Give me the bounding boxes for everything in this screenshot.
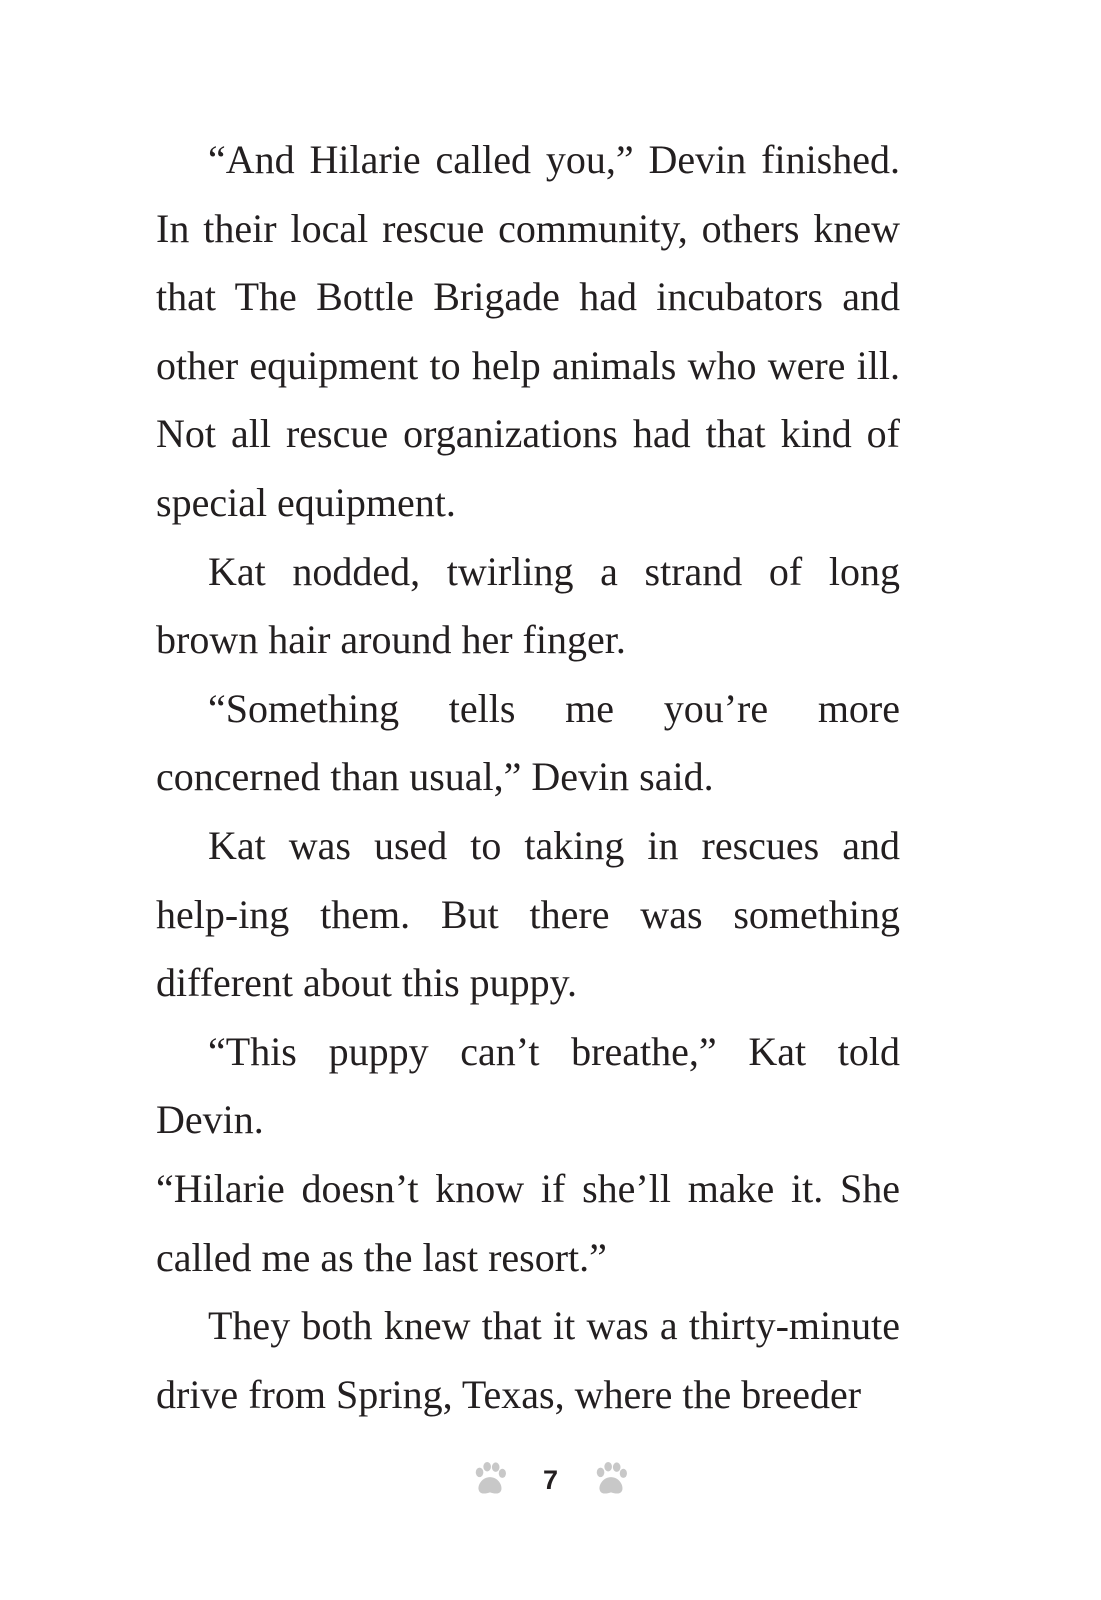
- body-text: [156, 126, 900, 1429]
- paw-print-icon: [592, 1461, 630, 1499]
- paragraph-6: “Hilarie doesn’t know if she’ll make it. She called me as the last resort.”: [156, 1165, 900, 1280]
- paragraph-1: “And Hilarie called you,” Devin finished. In their local rescue community, others knew that The Bottle Brigade had incubators and other equipment to help animals who were ill. Not all rescue organizations had that kind of special equipment.: [156, 137, 900, 525]
- paragraph-3: “Something tells me you’re more concerned than usual,” Devin said.: [156, 685, 900, 800]
- paragraph-2: Kat nodded, twirling a strand of long brown hair around her finger.: [156, 548, 900, 663]
- paragraph-7: They both knew that it was a thirty-minute drive from Spring, Texas, where the breeder: [156, 1303, 900, 1417]
- paragraph-5: “This puppy can’t breathe,” Kat told Devin.: [156, 1028, 900, 1143]
- page-number: 7: [542, 1464, 559, 1495]
- paw-print-icon: [471, 1461, 509, 1499]
- paragraph-4: Kat was used to taking in rescues and help-ing them. But there was something different about this puppy.: [156, 822, 900, 1006]
- page-footer: [0, 1452, 1101, 1508]
